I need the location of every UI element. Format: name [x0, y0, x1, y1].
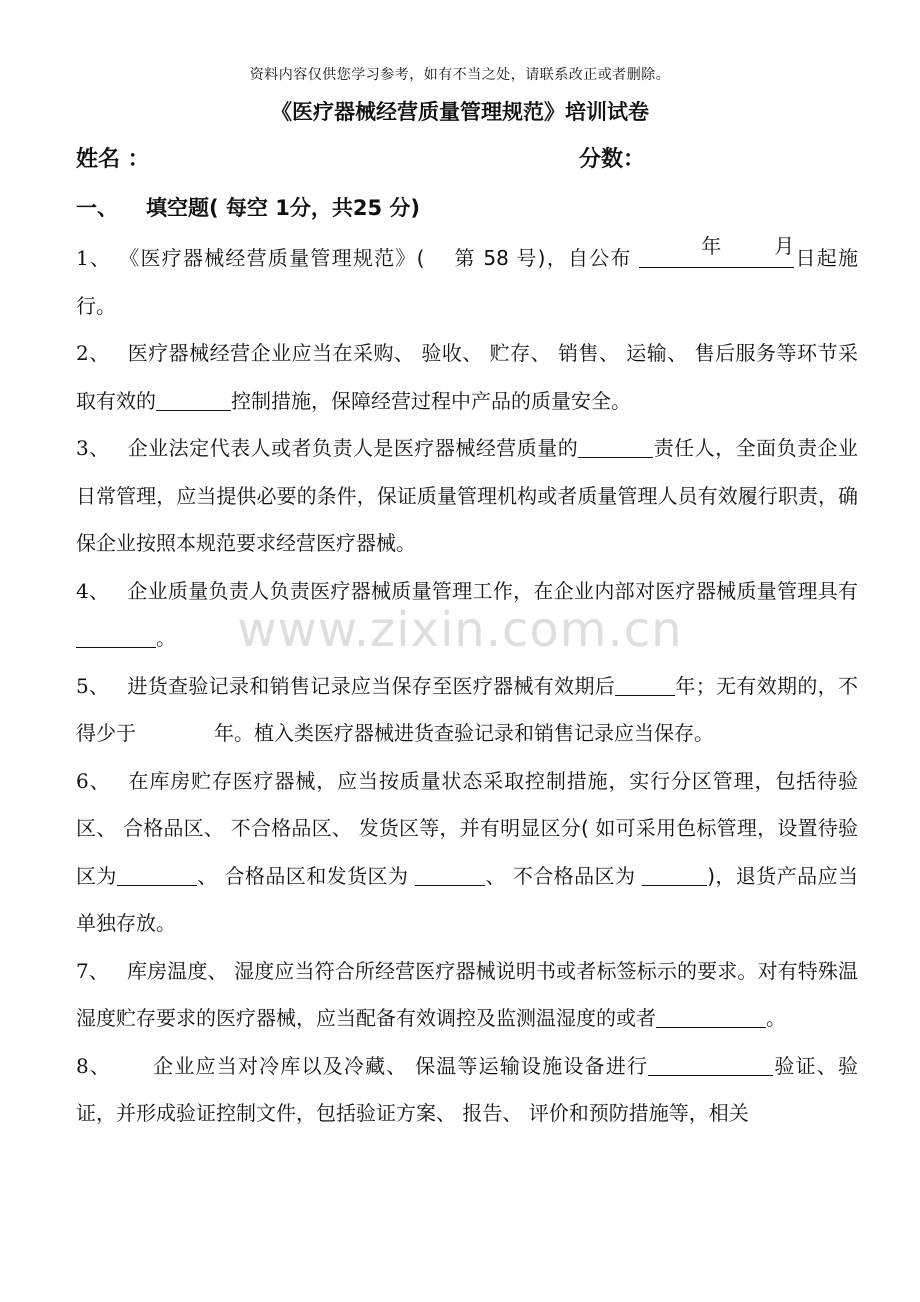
- question-text: 进货查验记录和销售记录应当保存至医疗器械有效期后: [127, 673, 616, 698]
- question-6: [76, 758, 858, 948]
- year-char: 年: [701, 233, 722, 258]
- question-text: 医疗器械经营企业应当在采购、 验收、 贮存、 销售、 运输、 售后服务等环节采取有效的: [76, 341, 858, 413]
- question-number: 3、: [76, 436, 110, 460]
- question-number: 2、: [76, 341, 110, 365]
- question-4: [76, 568, 858, 663]
- question-number: 8、: [76, 1053, 112, 1078]
- section-number: 一、: [76, 196, 118, 220]
- section-heading: [76, 192, 420, 222]
- question-text: 企业法定代表人或者负责人是医疗器械经营质量的: [127, 436, 579, 460]
- question-number: 7、: [76, 958, 109, 983]
- score-label: 分数：: [579, 147, 646, 172]
- question-text: 验证、验证，并形成验证控制文件，包括验证方案、 报告、 评价和预防措施等，相关: [76, 1053, 859, 1125]
- question-text: 责任人，全面负责企业日常管理，应当提供必要的条件，保证质量管理机构或者质量管理人员有效履行职责，确保企业按照本规范要求经营医疗器械。: [76, 436, 859, 555]
- header-note: 资料内容仅供您学习参考，如有不当之处，请联系改正或者删除。: [249, 67, 671, 83]
- question-text: 在库房贮存医疗器械，应当按质量状态采取控制措施，实行分区管理，包括待验区、 合格品区、 不合格品区、 发货区等，并有明显区分( 如可采用色标管理，设置待验区为: [76, 768, 858, 888]
- question-8: [76, 1043, 858, 1138]
- answer-blank[interactable]: [76, 625, 156, 648]
- question-7: [76, 948, 858, 1043]
- answer-blank[interactable]: [642, 863, 707, 886]
- answer-blank-year[interactable]: [639, 233, 795, 268]
- watermark: www.zixin.com.cn: [237, 602, 683, 658]
- answer-blank[interactable]: [648, 1053, 773, 1076]
- question-text: 《医疗器械经营质量管理规范》( 第 58 号)，自公布: [129, 246, 640, 270]
- question-text: 库房温度、 湿度应当符合所经营医疗器械说明书或者标签标示的要求。对有特殊温湿度贮存要求的医疗器械，应当配备有效调控及监测温湿度的或者: [76, 958, 858, 1030]
- answer-blank[interactable]: [117, 863, 197, 886]
- question-list: [76, 235, 858, 1138]
- question-text: 、 不合格品区为: [485, 863, 643, 888]
- question-text: 控制措施，保障经营过程中产品的质量安全。: [231, 388, 631, 413]
- name-label: 姓名 ：: [76, 147, 150, 172]
- answer-blank[interactable]: [415, 863, 485, 886]
- question-text: 企业质量负责人负责医疗器械质量管理工作，在企业内部对医疗器械质量管理具有: [127, 578, 858, 603]
- question-5: [76, 663, 858, 758]
- question-text: 企业应当对冷库以及冷藏、 保温等运输设施设备进行: [153, 1053, 649, 1078]
- question-number: 1、: [76, 246, 112, 270]
- question-text: )，退货产品应当单独存放。: [76, 863, 858, 935]
- question-text: 年；无有效期的，不得少于: [76, 673, 859, 745]
- question-text: 、 合格品区和发货区为: [196, 863, 416, 888]
- question-text: 日起施行。: [76, 246, 859, 318]
- question-number: 6、: [76, 768, 111, 793]
- answer-blank[interactable]: [156, 388, 231, 411]
- question-number: 5、: [76, 673, 110, 698]
- question-3: [76, 425, 858, 568]
- month-char: 月: [774, 233, 795, 258]
- question-2: [76, 330, 858, 425]
- answer-blank[interactable]: [656, 1005, 766, 1028]
- question-text: 。: [766, 1006, 786, 1030]
- name-score-row: [76, 142, 846, 173]
- answer-blank[interactable]: [615, 673, 675, 696]
- question-text: 。: [156, 626, 176, 650]
- answer-blank[interactable]: [578, 435, 653, 458]
- question-1: [76, 235, 858, 330]
- section-title: 填空题( 每空 1分，共25 分): [146, 196, 420, 220]
- question-text: 年。植入类医疗器械进货查验记录和销售记录应当保存。: [214, 721, 714, 745]
- document-title: 《医疗器械经营质量管理规范》培训试卷: [271, 100, 649, 124]
- question-number: 4、: [76, 578, 110, 603]
